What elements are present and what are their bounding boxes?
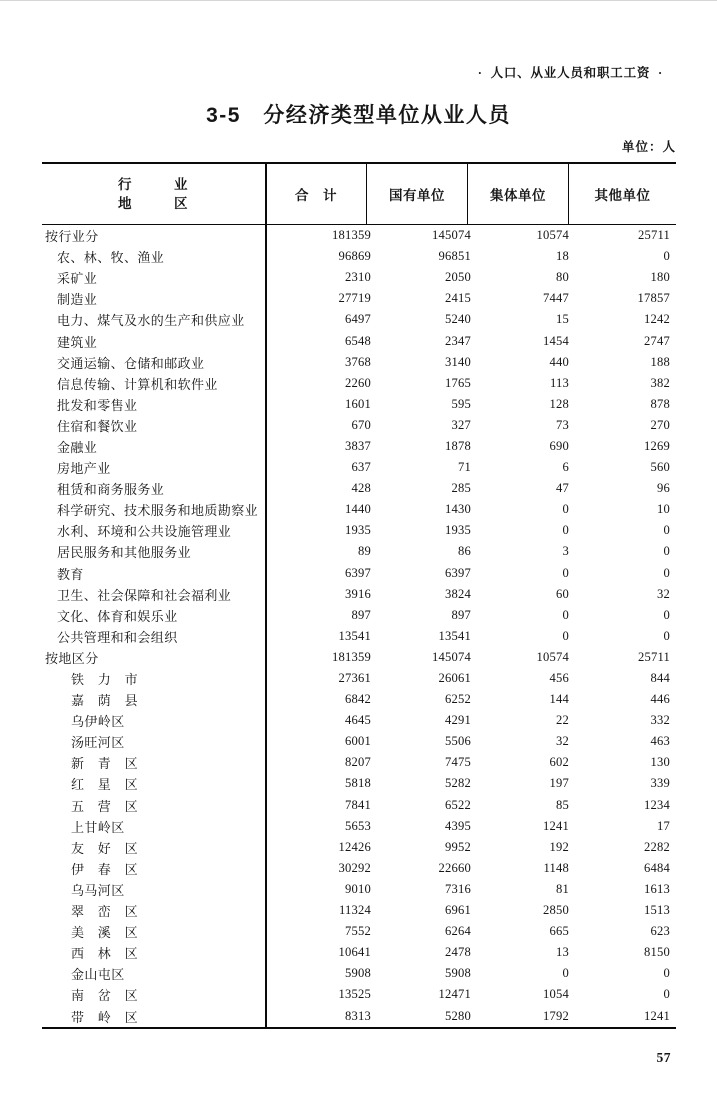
cell-other: 1269 bbox=[644, 438, 670, 453]
row-label: 信息传输、计算机和软件业 bbox=[57, 376, 218, 392]
cell-total: 27361 bbox=[338, 671, 371, 686]
table-row bbox=[42, 520, 676, 541]
cell-state: 5240 bbox=[445, 312, 471, 327]
table-row bbox=[42, 963, 676, 984]
cell-state: 86 bbox=[458, 544, 471, 559]
cell-other: 339 bbox=[650, 776, 670, 791]
cell-other: 463 bbox=[650, 734, 670, 749]
cell-other: 270 bbox=[650, 417, 670, 432]
cell-state: 1935 bbox=[445, 523, 471, 538]
table-row bbox=[42, 668, 676, 689]
table-row bbox=[42, 900, 676, 921]
table-row bbox=[42, 352, 676, 373]
cell-total: 6842 bbox=[345, 692, 371, 707]
cell-state: 26061 bbox=[438, 671, 471, 686]
cell-state: 595 bbox=[451, 396, 471, 411]
row-label: 翠 峦 区 bbox=[71, 904, 139, 920]
row-label: 居民服务和其他服务业 bbox=[57, 545, 192, 561]
cell-collective: 197 bbox=[549, 776, 569, 791]
table-row bbox=[42, 288, 676, 309]
cell-state: 96851 bbox=[438, 249, 471, 264]
cell-state: 897 bbox=[451, 607, 471, 622]
cell-state: 2415 bbox=[445, 291, 471, 306]
row-label: 租赁和商务服务业 bbox=[57, 482, 165, 498]
cell-state: 6961 bbox=[445, 903, 471, 918]
table-row bbox=[42, 1005, 676, 1026]
page-number: 57 bbox=[656, 1050, 671, 1065]
cell-collective: 81 bbox=[556, 881, 569, 896]
table-row bbox=[42, 731, 676, 752]
table-row bbox=[42, 605, 676, 626]
cell-collective: 0 bbox=[562, 628, 569, 643]
row-label: 交通运输、仓储和邮政业 bbox=[57, 355, 205, 371]
cell-state: 3140 bbox=[445, 354, 471, 369]
cell-state: 6397 bbox=[445, 565, 471, 580]
table-row bbox=[42, 879, 676, 900]
cell-total: 1935 bbox=[345, 523, 371, 538]
row-label: 铁 力 市 bbox=[71, 672, 139, 688]
table-row bbox=[42, 837, 676, 858]
cell-total: 27719 bbox=[338, 291, 371, 306]
row-label: 带 岭 区 bbox=[71, 1009, 139, 1025]
cell-collective: 6 bbox=[562, 460, 569, 475]
cell-total: 6548 bbox=[345, 333, 371, 348]
cell-total: 89 bbox=[358, 544, 371, 559]
cell-state: 145074 bbox=[432, 649, 471, 664]
cell-total: 5818 bbox=[345, 776, 371, 791]
table-row bbox=[42, 478, 676, 499]
cell-collective: 0 bbox=[562, 502, 569, 517]
cell-state: 327 bbox=[451, 417, 471, 432]
cell-total: 96869 bbox=[338, 249, 371, 264]
table-row bbox=[42, 710, 676, 731]
page-title: 3-5 分经济类型单位从业人员 bbox=[206, 104, 511, 127]
cell-other: 2282 bbox=[644, 839, 670, 854]
cell-collective: 60 bbox=[556, 586, 569, 601]
row-label: 公共管理和和会组织 bbox=[57, 629, 178, 645]
row-label: 友 好 区 bbox=[71, 840, 139, 856]
page-top-edge bbox=[0, 0, 717, 1]
cell-total: 6001 bbox=[345, 734, 371, 749]
cell-collective: 47 bbox=[556, 481, 569, 496]
header-cell-total: 合 计 bbox=[265, 164, 366, 224]
cell-collective: 456 bbox=[549, 671, 569, 686]
cell-other: 2747 bbox=[644, 333, 670, 348]
row-label: 乌伊岭区 bbox=[71, 714, 125, 730]
cell-total: 11324 bbox=[338, 903, 371, 918]
cell-collective: 73 bbox=[556, 417, 569, 432]
cell-collective: 10574 bbox=[536, 228, 569, 243]
table-row bbox=[42, 563, 676, 584]
cell-total: 12426 bbox=[338, 839, 371, 854]
cell-collective: 128 bbox=[549, 396, 569, 411]
cell-collective: 192 bbox=[549, 839, 569, 854]
row-label: 按地区分 bbox=[45, 650, 99, 666]
row-label: 教育 bbox=[57, 566, 84, 582]
row-label: 建筑业 bbox=[57, 334, 98, 350]
row-label: 金山屯区 bbox=[71, 967, 125, 983]
cell-state: 5282 bbox=[445, 776, 471, 791]
table-row bbox=[42, 858, 676, 879]
table-row bbox=[42, 541, 676, 562]
cell-total: 30292 bbox=[338, 860, 371, 875]
cell-other: 0 bbox=[663, 523, 670, 538]
row-label: 住宿和餐饮业 bbox=[57, 418, 138, 434]
cell-other: 0 bbox=[663, 966, 670, 981]
cell-other: 8150 bbox=[644, 945, 670, 960]
table-row bbox=[42, 795, 676, 816]
table-row bbox=[42, 330, 676, 351]
cell-other: 332 bbox=[650, 713, 670, 728]
table-divider-line bbox=[265, 164, 267, 1027]
cell-other: 188 bbox=[650, 354, 670, 369]
cell-other: 0 bbox=[663, 249, 670, 264]
cell-state: 2050 bbox=[445, 270, 471, 285]
cell-state: 5506 bbox=[445, 734, 471, 749]
cell-other: 0 bbox=[663, 607, 670, 622]
table-row bbox=[42, 584, 676, 605]
row-label: 伊 春 区 bbox=[71, 861, 139, 877]
cell-collective: 144 bbox=[549, 692, 569, 707]
cell-collective: 10574 bbox=[536, 649, 569, 664]
data-table bbox=[42, 162, 676, 1029]
unit-note: 单位：人 bbox=[621, 140, 676, 154]
cell-total: 181359 bbox=[332, 649, 371, 664]
cell-state: 7316 bbox=[445, 881, 471, 896]
cell-other: 10 bbox=[657, 502, 670, 517]
row-label: 红 星 区 bbox=[71, 777, 139, 793]
cell-other: 0 bbox=[663, 628, 670, 643]
cell-state: 4395 bbox=[445, 818, 471, 833]
cell-other: 382 bbox=[650, 375, 670, 390]
row-label: 汤旺河区 bbox=[71, 735, 125, 751]
chapter-header: · 人口、从业人员和职工工资 · bbox=[477, 66, 663, 80]
row-label: 上甘岭区 bbox=[71, 819, 125, 835]
cell-collective: 1454 bbox=[543, 333, 569, 348]
cell-total: 1601 bbox=[345, 396, 371, 411]
header-industry-label: 行 业 bbox=[118, 177, 188, 192]
cell-other: 0 bbox=[663, 987, 670, 1002]
cell-collective: 3 bbox=[562, 544, 569, 559]
cell-state: 7475 bbox=[445, 755, 471, 770]
cell-other: 180 bbox=[650, 270, 670, 285]
cell-other: 32 bbox=[657, 586, 670, 601]
table-row bbox=[42, 457, 676, 478]
row-label: 批发和零售业 bbox=[57, 397, 138, 413]
row-label: 金融业 bbox=[57, 439, 98, 455]
cell-total: 1440 bbox=[345, 502, 371, 517]
cell-collective: 0 bbox=[562, 523, 569, 538]
header-cell-industry-region bbox=[42, 164, 265, 224]
cell-total: 3916 bbox=[345, 586, 371, 601]
cell-state: 3824 bbox=[445, 586, 471, 601]
cell-state: 5280 bbox=[445, 1008, 471, 1023]
cell-total: 428 bbox=[351, 481, 371, 496]
row-label: 水利、环境和公共设施管理业 bbox=[57, 524, 232, 540]
cell-collective: 18 bbox=[556, 249, 569, 264]
table-body bbox=[42, 225, 676, 1027]
cell-state: 285 bbox=[451, 481, 471, 496]
table-row bbox=[42, 752, 676, 773]
table-row bbox=[42, 225, 676, 246]
row-label: 美 溪 区 bbox=[71, 925, 139, 941]
cell-state: 71 bbox=[458, 460, 471, 475]
cell-total: 5908 bbox=[345, 966, 371, 981]
cell-total: 897 bbox=[351, 607, 371, 622]
cell-collective: 80 bbox=[556, 270, 569, 285]
table-row bbox=[42, 689, 676, 710]
cell-collective: 15 bbox=[556, 312, 569, 327]
header-cell-other: 其他单位 bbox=[568, 164, 676, 224]
row-label: 科学研究、技术服务和地质勘察业 bbox=[57, 503, 259, 519]
cell-state: 9952 bbox=[445, 839, 471, 854]
cell-total: 13541 bbox=[338, 628, 371, 643]
cell-collective: 113 bbox=[549, 375, 569, 390]
cell-total: 670 bbox=[351, 417, 371, 432]
cell-other: 25711 bbox=[637, 228, 670, 243]
row-label: 文化、体育和娱乐业 bbox=[57, 608, 178, 624]
cell-other: 623 bbox=[650, 924, 670, 939]
cell-other: 844 bbox=[650, 671, 670, 686]
table-row bbox=[42, 942, 676, 963]
cell-total: 4645 bbox=[345, 713, 371, 728]
cell-collective: 2850 bbox=[543, 903, 569, 918]
cell-other: 1613 bbox=[644, 881, 670, 896]
table-row bbox=[42, 246, 676, 267]
cell-other: 1234 bbox=[644, 797, 670, 812]
cell-state: 12471 bbox=[438, 987, 471, 1002]
table-row bbox=[42, 436, 676, 457]
cell-collective: 22 bbox=[556, 713, 569, 728]
cell-total: 7552 bbox=[345, 924, 371, 939]
table-row bbox=[42, 626, 676, 647]
cell-other: 17857 bbox=[637, 291, 670, 306]
cell-other: 446 bbox=[650, 692, 670, 707]
cell-other: 17 bbox=[657, 818, 670, 833]
cell-total: 13525 bbox=[338, 987, 371, 1002]
header-region-label: 地 区 bbox=[118, 196, 188, 211]
cell-total: 7841 bbox=[345, 797, 371, 812]
cell-collective: 1054 bbox=[543, 987, 569, 1002]
row-label: 按行业分 bbox=[45, 229, 99, 245]
cell-other: 25711 bbox=[637, 649, 670, 664]
row-label: 嘉 荫 县 bbox=[71, 693, 139, 709]
row-label: 房地产业 bbox=[57, 461, 111, 477]
row-label: 电力、煤气及水的生产和供应业 bbox=[57, 313, 245, 329]
row-label: 新 青 区 bbox=[71, 756, 139, 772]
row-label: 采矿业 bbox=[57, 271, 98, 287]
row-label: 农、林、牧、渔业 bbox=[57, 250, 165, 266]
cell-collective: 0 bbox=[562, 966, 569, 981]
cell-total: 2260 bbox=[345, 375, 371, 390]
cell-other: 1241 bbox=[644, 1008, 670, 1023]
cell-total: 6397 bbox=[345, 565, 371, 580]
cell-other: 6484 bbox=[644, 860, 670, 875]
cell-total: 10641 bbox=[338, 945, 371, 960]
table-row bbox=[42, 373, 676, 394]
cell-total: 8313 bbox=[345, 1008, 371, 1023]
table-row bbox=[42, 415, 676, 436]
cell-total: 3768 bbox=[345, 354, 371, 369]
cell-collective: 1148 bbox=[543, 860, 569, 875]
cell-other: 1242 bbox=[644, 312, 670, 327]
cell-collective: 13 bbox=[556, 945, 569, 960]
table-row bbox=[42, 773, 676, 794]
cell-collective: 32 bbox=[556, 734, 569, 749]
cell-state: 1765 bbox=[445, 375, 471, 390]
cell-collective: 7447 bbox=[543, 291, 569, 306]
table-row bbox=[42, 499, 676, 520]
cell-total: 3837 bbox=[345, 438, 371, 453]
cell-collective: 665 bbox=[549, 924, 569, 939]
cell-total: 181359 bbox=[332, 228, 371, 243]
header-cell-state-owned: 国有单位 bbox=[366, 164, 467, 224]
cell-other: 0 bbox=[663, 544, 670, 559]
cell-state: 6252 bbox=[445, 692, 471, 707]
cell-other: 560 bbox=[650, 460, 670, 475]
header-cell-collective: 集体单位 bbox=[467, 164, 568, 224]
cell-other: 0 bbox=[663, 565, 670, 580]
cell-collective: 440 bbox=[549, 354, 569, 369]
cell-collective: 690 bbox=[549, 438, 569, 453]
cell-state: 2478 bbox=[445, 945, 471, 960]
table-row bbox=[42, 394, 676, 415]
row-label: 制造业 bbox=[57, 292, 98, 308]
cell-other: 1513 bbox=[644, 903, 670, 918]
cell-collective: 85 bbox=[556, 797, 569, 812]
table-row bbox=[42, 267, 676, 288]
cell-state: 1430 bbox=[445, 502, 471, 517]
cell-state: 6522 bbox=[445, 797, 471, 812]
cell-total: 8207 bbox=[345, 755, 371, 770]
cell-total: 637 bbox=[351, 460, 371, 475]
row-label: 乌马河区 bbox=[71, 882, 125, 898]
table-row bbox=[42, 984, 676, 1005]
cell-total: 2310 bbox=[345, 270, 371, 285]
cell-collective: 0 bbox=[562, 565, 569, 580]
row-label: 卫生、社会保障和社会福利业 bbox=[57, 587, 232, 603]
row-label: 南 岔 区 bbox=[71, 988, 139, 1004]
cell-state: 13541 bbox=[438, 628, 471, 643]
row-label: 西 林 区 bbox=[71, 946, 139, 962]
cell-other: 130 bbox=[650, 755, 670, 770]
cell-state: 6264 bbox=[445, 924, 471, 939]
table-header bbox=[42, 164, 676, 225]
table-row bbox=[42, 309, 676, 330]
table-row bbox=[42, 647, 676, 668]
cell-total: 5653 bbox=[345, 818, 371, 833]
cell-state: 22660 bbox=[438, 860, 471, 875]
cell-collective: 1241 bbox=[543, 818, 569, 833]
cell-state: 2347 bbox=[445, 333, 471, 348]
row-label: 五 营 区 bbox=[71, 798, 139, 814]
table-row bbox=[42, 816, 676, 837]
cell-state: 5908 bbox=[445, 966, 471, 981]
cell-total: 9010 bbox=[345, 881, 371, 896]
cell-collective: 0 bbox=[562, 607, 569, 622]
cell-collective: 602 bbox=[549, 755, 569, 770]
cell-total: 6497 bbox=[345, 312, 371, 327]
cell-state: 4291 bbox=[445, 713, 471, 728]
cell-state: 1878 bbox=[445, 438, 471, 453]
table-row bbox=[42, 921, 676, 942]
cell-other: 96 bbox=[657, 481, 670, 496]
cell-state: 145074 bbox=[432, 228, 471, 243]
cell-other: 878 bbox=[650, 396, 670, 411]
cell-collective: 1792 bbox=[543, 1008, 569, 1023]
